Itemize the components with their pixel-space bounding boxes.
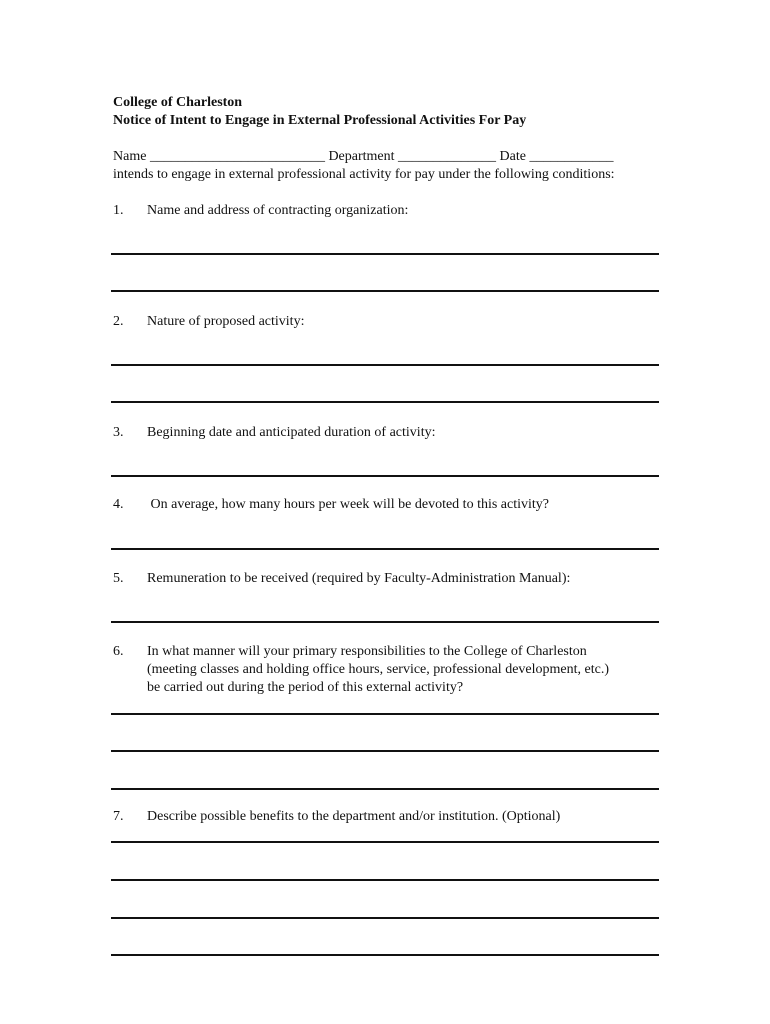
department-label: Department <box>328 149 395 164</box>
form-title: Notice of Intent to Engage in External Professional Activities For Pay <box>113 113 527 128</box>
answer-line-5[interactable] <box>111 621 659 623</box>
question-7-text: Describe possible benefits to the department and/or institution. (Optional) <box>147 809 561 824</box>
name-label: Name <box>113 149 147 164</box>
intro-text: intends to engage in external professional activity for pay under the following conditions: <box>113 167 615 182</box>
answer-line-7b[interactable] <box>111 879 659 881</box>
question-1-text: Name and address of contracting organization: <box>147 203 409 218</box>
question-7-number: 7. <box>113 809 124 824</box>
question-3-number: 3. <box>113 425 124 440</box>
question-6-number: 6. <box>113 644 124 659</box>
institution-name: College of Charleston <box>113 95 243 110</box>
answer-line-2b[interactable] <box>111 401 659 403</box>
question-1-number: 1. <box>113 203 124 218</box>
answer-line-1b[interactable] <box>111 290 659 292</box>
answer-line-7c[interactable] <box>111 917 659 919</box>
name-field[interactable]: _________________________ <box>149 149 325 164</box>
answer-line-7d[interactable] <box>111 954 659 956</box>
question-3-text: Beginning date and anticipated duration of activity: <box>147 425 436 440</box>
question-6-text-line-3: be carried out during the period of this external activity? <box>147 680 464 695</box>
identity-line <box>113 148 613 166</box>
question-2-text: Nature of proposed activity: <box>147 314 305 329</box>
answer-line-3[interactable] <box>111 475 659 477</box>
question-6-text-line-1: In what manner will your primary responsibilities to the College of Charleston <box>147 644 587 659</box>
date-label: Date <box>499 149 526 164</box>
question-4-number: 4. <box>113 497 124 512</box>
question-5-number: 5. <box>113 571 124 586</box>
answer-line-6c[interactable] <box>111 788 659 790</box>
department-field[interactable]: ______________ <box>398 149 497 164</box>
question-5-text: Remuneration to be received (required by Faculty-Administration Manual): <box>147 571 571 586</box>
date-field[interactable]: ____________ <box>529 149 614 164</box>
answer-line-6b[interactable] <box>111 750 659 752</box>
answer-line-6a[interactable] <box>111 713 659 715</box>
answer-line-1a[interactable] <box>111 253 659 255</box>
answer-line-7a[interactable] <box>111 841 659 843</box>
answer-line-2a[interactable] <box>111 364 659 366</box>
question-2-number: 2. <box>113 314 124 329</box>
answer-line-4[interactable] <box>111 548 659 550</box>
question-4-text: On average, how many hours per week will be devoted to this activity? <box>147 497 549 512</box>
question-6-text-line-2: (meeting classes and holding office hours, service, professional development, etc.) <box>147 662 609 677</box>
